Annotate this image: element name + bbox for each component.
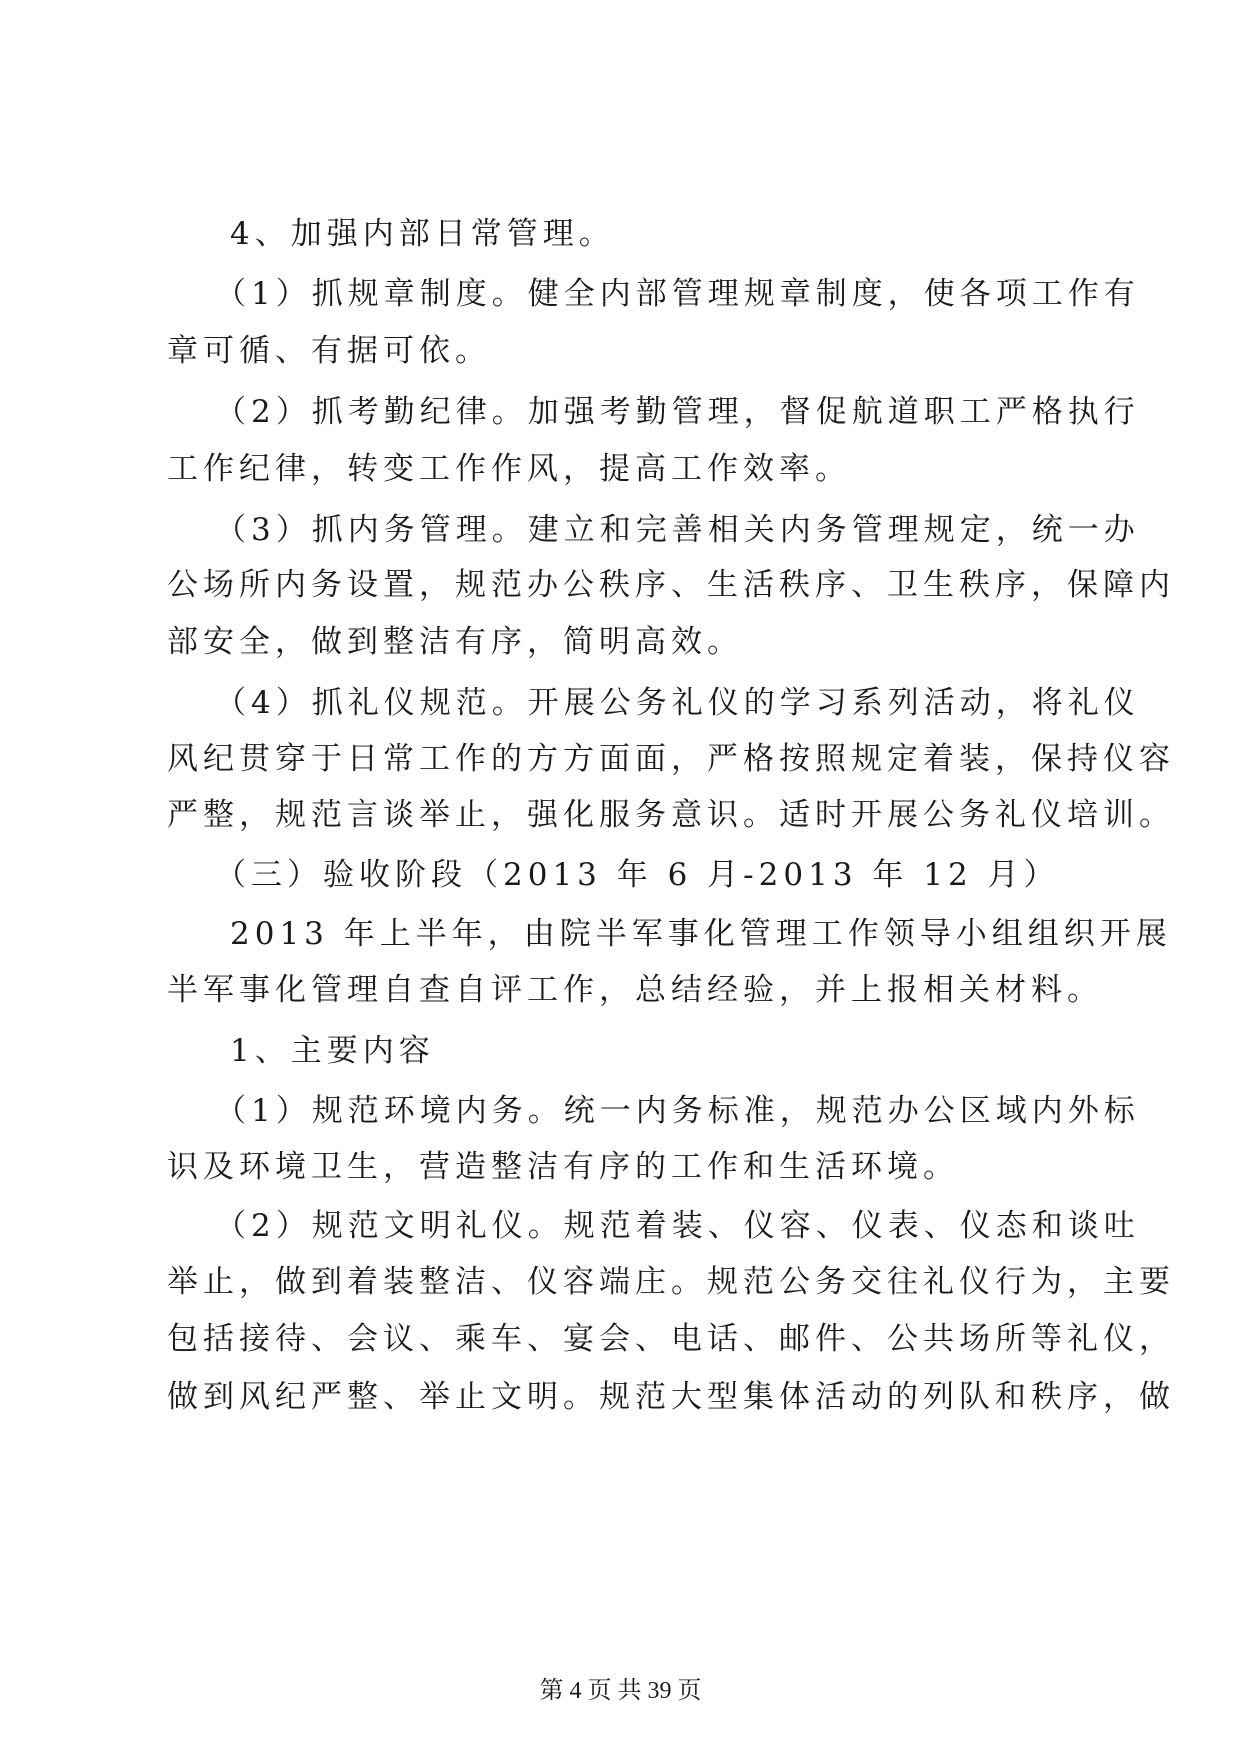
- paragraph-line: 公场所内务设置，规范办公秩序、生活秩序、卫生秩序，保障内: [167, 567, 1175, 603]
- paragraph-line: （1）抓规章制度。健全内部管理规章制度，使各项工作有: [215, 276, 1140, 312]
- paragraph-line: （1）规范环境内务。统一内务标准，规范办公区域内外标: [215, 1093, 1140, 1129]
- page-number-footer: 第 4 页 共 39 页: [539, 1678, 702, 1704]
- paragraph-line: 风纪贯穿于日常工作的方方面面，严格按照规定着装，保持仪容: [167, 741, 1175, 777]
- section-heading-3: （三）验收阶段（2013 年 6 月-2013 年 12 月）: [215, 857, 1060, 893]
- paragraph-line: 半军事化管理自查自评工作，总结经验，并上报相关材料。: [167, 972, 1103, 1008]
- paragraph-line: 识及环境卫生，营造整洁有序的工作和生活环境。: [167, 1149, 959, 1185]
- paragraph-line: 举止，做到着装整洁、仪容端庄。规范公务交往礼仪行为，主要: [167, 1264, 1175, 1300]
- section-heading-4: 4、加强内部日常管理。: [230, 216, 615, 252]
- paragraph-line: （4）抓礼仪规范。开展公务礼仪的学习系列活动，将礼仪: [215, 685, 1140, 721]
- paragraph-line: （2）抓考勤纪律。加强考勤管理，督促航道职工严格执行: [215, 394, 1140, 430]
- paragraph-line: 做到风纪严整、举止文明。规范大型集体活动的列队和秩序，做: [167, 1379, 1175, 1415]
- paragraph-line: 2013 年上半年，由院半军事化管理工作领导小组组织开展: [230, 916, 1172, 952]
- paragraph-line: （2）规范文明礼仪。规范着装、仪容、仪表、仪态和谈吐: [215, 1208, 1140, 1244]
- paragraph-line: 工作纪律，转变工作作风，提高工作效率。: [167, 451, 851, 487]
- section-heading-1: 1、主要内容: [230, 1033, 435, 1069]
- paragraph-line: 章可循、有据可依。: [167, 333, 491, 369]
- paragraph-line: 包括接待、会议、乘车、宴会、电话、邮件、公共场所等礼仪，: [167, 1321, 1175, 1357]
- paragraph-line: 严整，规范言谈举止，强化服务意识。适时开展公务礼仪培训。: [167, 797, 1175, 833]
- paragraph-line: （3）抓内务管理。建立和完善相关内务管理规定，统一办: [215, 512, 1140, 548]
- paragraph-line: 部安全，做到整洁有序，简明高效。: [167, 624, 743, 660]
